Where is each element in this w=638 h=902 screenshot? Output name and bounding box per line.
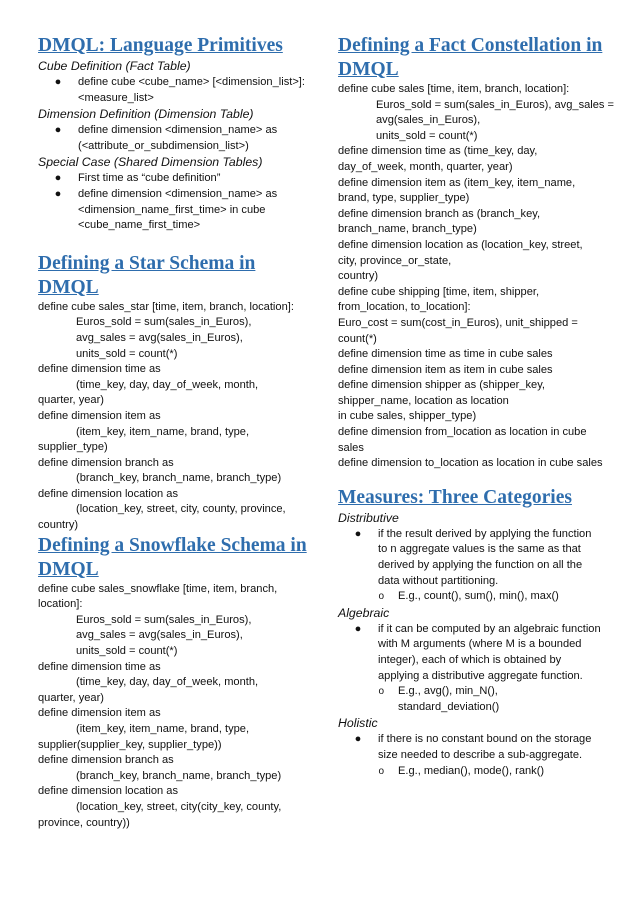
- code-line: define dimension branch as: [38, 456, 174, 469]
- example-item: [338, 764, 604, 780]
- code-line: avg_sales = avg(sales_in_Euros),: [76, 629, 243, 642]
- code-line: supplier_type): [38, 441, 108, 454]
- heading-line: DMQL: [338, 59, 399, 80]
- heading-line: Defining a Snowflake Schema in: [38, 534, 307, 556]
- code-line: define cube sales_snowflake [time, item, branch,: [38, 582, 278, 595]
- code-line: (branch_key, branch_name, branch_type): [76, 472, 282, 485]
- code-line: (item_key, item_name, brand, type,: [76, 425, 250, 438]
- code-line: from_location, to_location]:: [338, 301, 471, 314]
- code-line: (time_key, day, day_of_week, month,: [76, 676, 259, 689]
- text-line: integer), each of which is obtained by: [378, 654, 562, 666]
- code-line: define dimension time as (time_key, day,: [338, 145, 538, 158]
- text-line: to n aggregate values is the same as that: [378, 543, 581, 556]
- code-line: (time_key, day, day_of_week, month,: [76, 378, 259, 391]
- code-line: Euros_sold = sum(sales_in_Euros), avg_sales =: [376, 98, 615, 111]
- code-line: units_sold = count(*): [76, 347, 178, 360]
- code-line: location]:: [38, 598, 83, 611]
- code-line: define dimension location as: [38, 785, 178, 798]
- bullet-icon: ●: [54, 76, 62, 88]
- heading-line: Defining a Star Schema in: [38, 252, 256, 274]
- bullet-icon: ●: [354, 527, 362, 540]
- star-schema-heading: [38, 252, 320, 300]
- code-line: shipper_name, location as location: [338, 394, 509, 407]
- bullet-item: [338, 527, 604, 589]
- code-line: define dimension time as: [38, 363, 161, 376]
- example-item: [338, 684, 604, 715]
- circle-bullet-icon: o: [378, 591, 384, 603]
- code-line: define cube shipping [time, item, shipper,: [338, 285, 540, 298]
- code-line: country): [338, 270, 379, 283]
- star-schema-code: [38, 300, 320, 534]
- example-item: [338, 589, 604, 605]
- text-line: <measure_list>: [78, 91, 154, 104]
- code-line: define dimension location as: [38, 487, 178, 500]
- code-line: city, province_or_state,: [338, 254, 452, 267]
- code-line: branch_name, branch_type): [338, 223, 477, 236]
- text-line: define dimension <dimension_name> as: [78, 187, 278, 200]
- circle-bullet-icon: o: [378, 686, 384, 698]
- bullet-icon: ●: [54, 187, 62, 200]
- fact-constellation-code: [338, 82, 615, 472]
- code-line: define dimension item as (item_key, item_name,: [338, 176, 576, 189]
- code-line: define dimension item as: [38, 707, 161, 720]
- code-line: country): [38, 519, 79, 532]
- code-line: count(*): [338, 332, 377, 345]
- bullet-item: [38, 75, 320, 106]
- code-line: define cube sales [time, item, branch, location]:: [338, 83, 570, 95]
- bullet-item: [338, 732, 604, 763]
- code-line: (location_key, street, city, county, province,: [76, 503, 286, 516]
- bullet-icon: ●: [54, 172, 62, 185]
- text-line: with M arguments (where M is a bounded: [378, 638, 582, 651]
- code-line: province, country)): [38, 816, 130, 829]
- bullet-item: [38, 123, 320, 154]
- code-line: (location_key, street, city(city_key, county,: [76, 800, 282, 813]
- code-line: avg_sales = avg(sales_in_Euros),: [76, 331, 243, 344]
- heading-line: DMQL: [38, 558, 99, 580]
- code-line: define cube sales_star [time, item, branch, location]:: [38, 300, 294, 313]
- code-line: supplier(supplier_key, supplier_type)): [38, 738, 222, 751]
- code-line: Euro_cost = sum(cost_in_Euros), unit_shipped =: [338, 316, 578, 329]
- code-line: define dimension from_location as location in cube: [338, 426, 587, 439]
- snowflake-schema-heading: [38, 534, 320, 582]
- code-line: quarter, year): [38, 691, 104, 704]
- code-line: units_sold = count(*): [76, 645, 178, 658]
- text-line: applying a distributive aggregate function.: [378, 669, 583, 682]
- code-line: define dimension branch as (branch_key,: [338, 207, 541, 220]
- heading-line: DMQL: [38, 276, 99, 298]
- left-column: [38, 34, 320, 831]
- code-line: define dimension item as: [38, 409, 161, 422]
- code-line: in cube sales, shipper_type): [338, 410, 477, 423]
- code-line: units_sold = count(*): [376, 129, 478, 142]
- code-line: define dimension to_location as location in cube sales: [338, 457, 603, 470]
- snowflake-schema-code: [38, 582, 320, 832]
- text-line: define cube <cube_name> [<dimension_list>]:: [78, 76, 305, 88]
- code-line: quarter, year): [38, 394, 104, 407]
- bullet-icon: ●: [54, 124, 62, 137]
- text-line: E.g., median(), mode(), rank(): [398, 764, 545, 777]
- primitives-heading: DMQL: Language Primitives: [38, 35, 283, 56]
- heading-line: Defining a Fact Constellation in: [338, 35, 603, 56]
- code-line: brand, type, supplier_type): [338, 192, 470, 205]
- distributive-subheading: Distributive: [338, 510, 399, 525]
- code-line: define dimension item as item in cube sales: [338, 363, 553, 376]
- code-line: define dimension location as (location_key, street,: [338, 238, 583, 251]
- code-line: define dimension shipper as (shipper_key,: [338, 379, 545, 392]
- code-line: (branch_key, branch_name, branch_type): [76, 769, 282, 782]
- text-line: E.g., avg(), min_N(),: [398, 685, 498, 698]
- code-line: Euros_sold = sum(sales_in_Euros),: [76, 613, 252, 626]
- cube-definition-subheading: Cube Definition (Fact Table): [38, 59, 191, 73]
- text-line: <dimension_name_first_time> in cube: [78, 203, 266, 216]
- measures-heading: Measures: Three Categories: [338, 486, 572, 508]
- code-line: (item_key, item_name, brand, type,: [76, 723, 250, 735]
- text-line: First time as “cube definition”: [78, 172, 221, 185]
- text-line: E.g., count(), sum(), min(), max(): [398, 590, 559, 603]
- text-line: <cube_name_first_time>: [78, 219, 201, 232]
- bullet-item: [38, 171, 320, 187]
- bullet-icon: ●: [354, 733, 362, 746]
- text-line: define dimension <dimension_name> as: [78, 124, 278, 137]
- text-line: if the result derived by applying the function: [378, 527, 592, 540]
- special-case-subheading: Special Case (Shared Dimension Tables): [38, 155, 263, 170]
- algebraic-subheading: Algebraic: [338, 605, 390, 620]
- text-line: data without partitioning.: [378, 574, 499, 587]
- holistic-subheading: Holistic: [338, 716, 378, 731]
- bullet-icon: ●: [354, 622, 362, 635]
- text-line: (<attribute_or_subdimension_list>): [78, 139, 249, 152]
- circle-bullet-icon: o: [378, 765, 384, 777]
- code-line: sales: [338, 441, 364, 454]
- code-line: day_of_week, month, quarter, year): [338, 160, 513, 173]
- text-line: if it can be computed by an algebraic function: [378, 622, 601, 635]
- bullet-item: [338, 622, 604, 684]
- dimension-definition-subheading: Dimension Definition (Dimension Table): [38, 107, 254, 122]
- right-column: [338, 34, 615, 779]
- text-line: if there is no constant bound on the storage: [378, 733, 592, 746]
- bullet-item: [38, 187, 320, 234]
- text-line: derived by applying the function on all the: [378, 559, 583, 572]
- text-line: standard_deviation(): [398, 700, 500, 713]
- code-line: avg(sales_in_Euros),: [376, 114, 481, 127]
- fact-constellation-heading: [338, 34, 604, 82]
- code-line: define dimension time as time in cube sales: [338, 348, 553, 361]
- code-line: define dimension branch as: [38, 754, 174, 767]
- code-line: define dimension time as: [38, 660, 161, 673]
- code-line: Euros_sold = sum(sales_in_Euros),: [76, 316, 252, 329]
- text-line: size needed to describe a sub-aggregate.: [378, 748, 583, 761]
